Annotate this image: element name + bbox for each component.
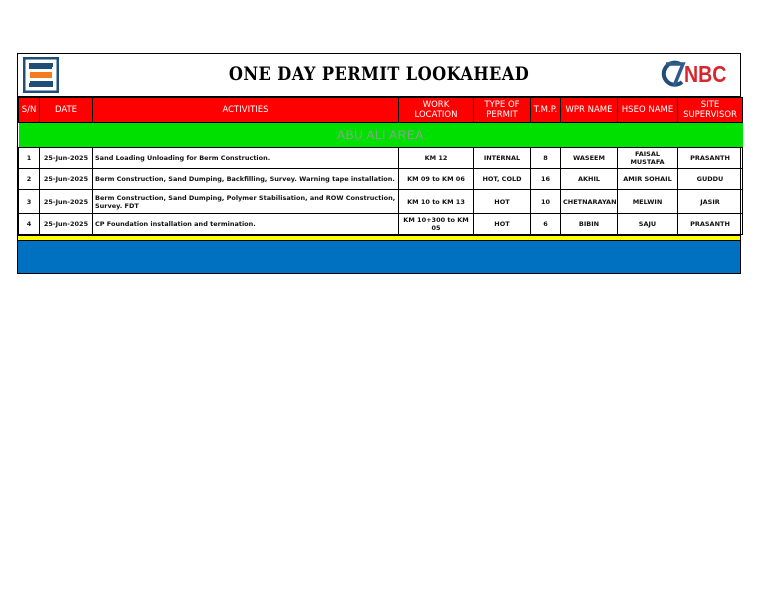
- table-row: [19, 190, 743, 214]
- cell-tmp: 8: [531, 148, 561, 169]
- col-hseo-name: HSEO NAME: [618, 98, 678, 123]
- cell-sn: 4: [19, 214, 40, 235]
- nbc-logo: [656, 60, 734, 88]
- cell-supervisor: GUDDU: [678, 169, 743, 190]
- col-work-location: WORK LOCATION: [399, 98, 474, 123]
- cell-permit: HOT, COLD: [474, 169, 531, 190]
- cell-wpr: CHETNARAYAN: [561, 190, 618, 214]
- area-title: ABU ALI AREA: [19, 123, 743, 148]
- col-date: DATE: [40, 98, 93, 123]
- col-site-supervisor: SITE SUPERVISOR: [678, 98, 743, 123]
- cell-permit: HOT: [474, 214, 531, 235]
- col-wpr-name: WPR NAME: [561, 98, 618, 123]
- cell-sn: 2: [19, 169, 40, 190]
- col-type-of-permit: TYPE OF PERMIT: [474, 98, 531, 123]
- cell-permit: INTERNAL: [474, 148, 531, 169]
- cell-hseo: SAJU: [618, 214, 678, 235]
- cell-activity: Berm Construction, Sand Dumping, Backfilling, Survey. Warning tape installation.: [93, 169, 399, 190]
- cell-location: KM 10 to KM 13: [399, 190, 474, 214]
- header-row: [19, 98, 743, 123]
- cell-sn: 1: [19, 148, 40, 169]
- page-title: ONE DAY PERMIT LOOKAHEAD: [228, 63, 530, 85]
- cell-hseo: AMIR SOHAIL: [618, 169, 678, 190]
- title-row: [18, 54, 740, 97]
- cell-date: 25-Jun-2025: [40, 169, 93, 190]
- col-tmp: T.M.P.: [531, 98, 561, 123]
- table-row: [19, 148, 743, 169]
- cell-permit: HOT: [474, 190, 531, 214]
- permit-sheet: [17, 53, 741, 274]
- cell-supervisor: PRASANTH: [678, 214, 743, 235]
- permit-table: [18, 97, 743, 235]
- cell-hseo: FAISAL MUSTAFA: [618, 148, 678, 169]
- cell-tmp: 10: [531, 190, 561, 214]
- blue-footer-bar: [18, 240, 740, 273]
- company-logo-icon: [23, 57, 59, 93]
- cell-wpr: BIBIN: [561, 214, 618, 235]
- area-row: [19, 123, 743, 148]
- col-sn: S/N: [19, 98, 40, 123]
- nbc-logo-text: NBC: [684, 61, 727, 87]
- cell-hseo: MELWIN: [618, 190, 678, 214]
- table-row: [19, 214, 743, 235]
- cell-activity: Sand Loading Unloading for Berm Construction.: [93, 148, 399, 169]
- cell-supervisor: JASIR: [678, 190, 743, 214]
- cell-sn: 3: [19, 190, 40, 214]
- cell-location: KM 09 to KM 06: [399, 169, 474, 190]
- cell-supervisor: PRASANTH: [678, 148, 743, 169]
- cell-date: 25-Jun-2025: [40, 148, 93, 169]
- nbc-logo-icon: [656, 60, 686, 88]
- table-row: [19, 169, 743, 190]
- cell-wpr: AKHIL: [561, 169, 618, 190]
- cell-activity: CP Foundation installation and termination.: [93, 214, 399, 235]
- cell-location: KM 12: [399, 148, 474, 169]
- cell-date: 25-Jun-2025: [40, 190, 93, 214]
- cell-tmp: 16: [531, 169, 561, 190]
- cell-tmp: 6: [531, 214, 561, 235]
- col-activities: ACTIVITIES: [93, 98, 399, 123]
- cell-date: 25-Jun-2025: [40, 214, 93, 235]
- cell-location: KM 10+300 to KM 05: [399, 214, 474, 235]
- cell-activity: Berm Construction, Sand Dumping, Polymer Stabilisation, and ROW Construction, Survey. FDT: [93, 190, 399, 214]
- cell-wpr: WASEEM: [561, 148, 618, 169]
